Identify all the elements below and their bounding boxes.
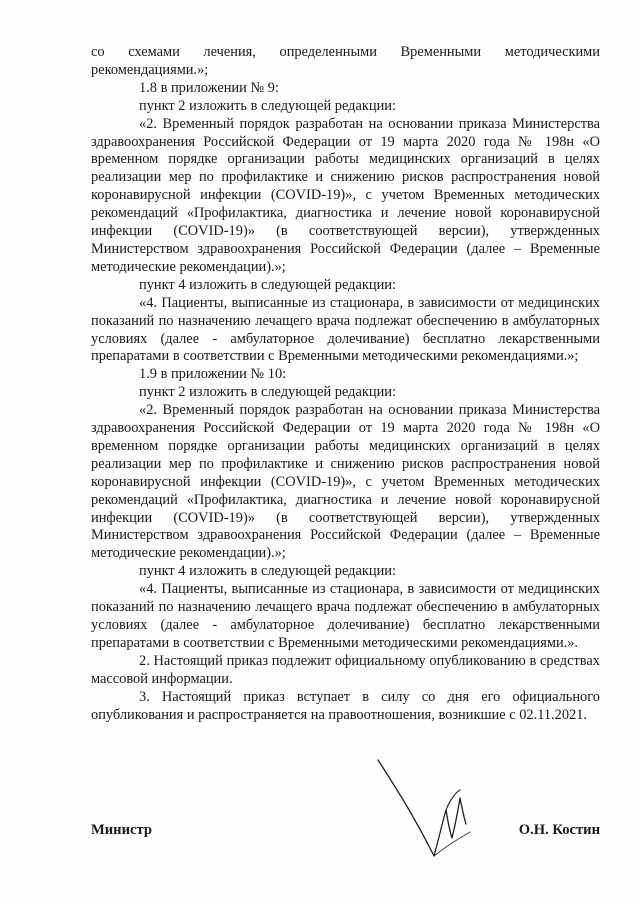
paragraph: «4. Пациенты, выписанные из стационара, в зависимости от медицинских показаний по назначению лечащего врача подлежат обеспечению в амбулаторных условиях (далее - амбулаторное долечивание) бесплатно лекарственными препаратами в соответствии с Временными методическими рекомендациями.». — [91, 581, 600, 651]
paragraph: 3. Настоящий приказ вступает в силу со дня его официального опубликования и распространяется на правоотношения, возникшие с 02.11.2021. — [91, 688, 600, 723]
paragraph: пункт 2 изложить в следующей редакции: — [139, 97, 396, 114]
signatory-name: О.Н. Костин — [518, 822, 600, 838]
paragraph: «4. Пациенты, выписанные из стационара, в зависимости от медицинских показаний по назначению лечащего врача подлежат обеспечению в амбулаторных условиях (далее - амбулаторное долечивание) бесплатно лекарственными препаратами в соответствии с Временными методическими рекомендациями.»; — [91, 294, 600, 365]
paragraph: пункт 4 изложить в следующей редакции: — [139, 276, 396, 293]
document-body — [91, 44, 600, 724]
signatory-title: Министр — [91, 822, 152, 838]
paragraph: «2. Временный порядок разработан на основании приказа Министерства здравоохранения Российской Федерации от 19 марта 2020 года № 198н «О временном порядке организации работы медицинских организаций в целях реализации мер по профилактике и снижению рисков распространения новой коронавирусной инфекции (COVID-19)», с учетом Временных методических рекомендаций «Профилактика, диагностика и лечение новой коронавирусной инфекции (COVID-19)» (в соответствующей версии), утвержденных Министерством здравоохранения Российской Федерации (далее – Временные методические рекомендации).»; — [91, 115, 600, 275]
handwritten-signature — [372, 752, 482, 862]
paragraph: 1.9 в приложении № 10: — [139, 366, 287, 383]
paragraph: со схемами лечения, определенными Временными методическими рекомендациями.»; — [91, 44, 600, 78]
paragraph: пункт 2 изложить в следующей редакции: — [139, 384, 396, 401]
paragraph: 2. Настоящий приказ подлежит официальному опубликованию в средствах массовой информации. — [91, 652, 600, 687]
paragraph: «2. Временный порядок разработан на основании приказа Министерства здравоохранения Российской Федерации от 19 марта 2020 года № 198н «О временном порядке организации работы медицинских организаций в целях реализации мер по профилактике и снижению рисков распространения новой коронавирусной инфекции (COVID-19)», с учетом Временных методических рекомендаций «Профилактика, диагностика и лечение новой коронавирусной инфекции (COVID-19)» (в соответствующей версии), утвержденных Министерством здравоохранения Российской Федерации (далее – Временные методические рекомендации).»; — [91, 402, 600, 562]
paragraph: 1.8 в приложении № 9: — [139, 79, 279, 96]
paragraph: пункт 4 изложить в следующей редакции: — [139, 563, 396, 580]
